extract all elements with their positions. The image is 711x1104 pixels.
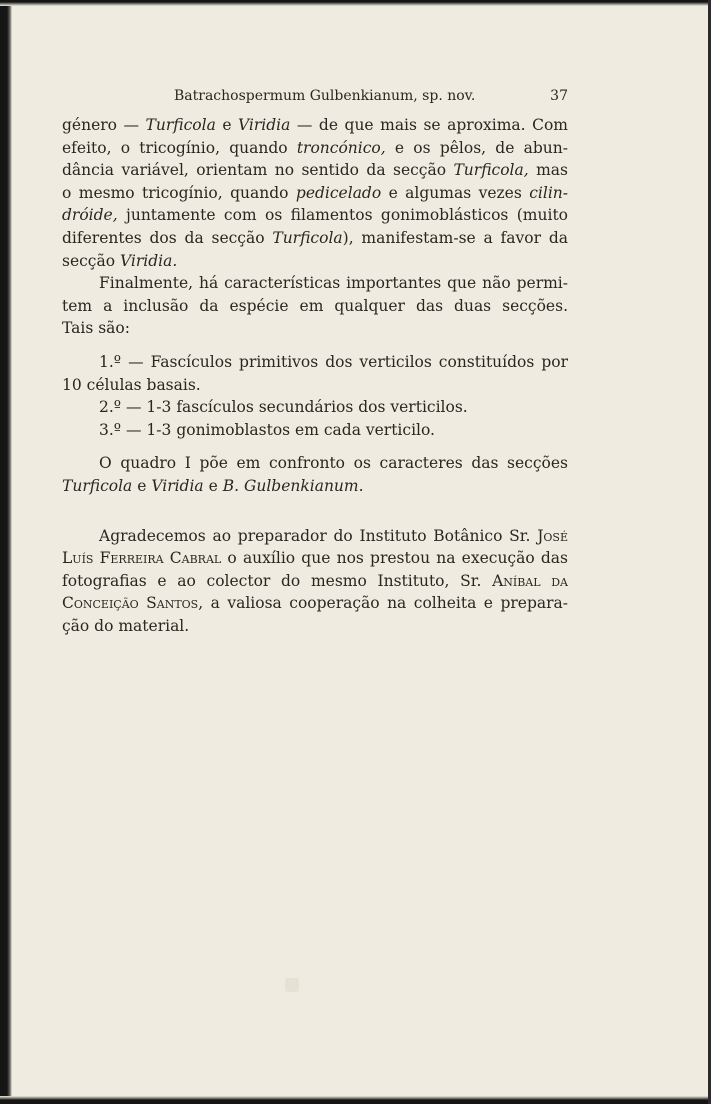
spacer (62, 498, 568, 525)
running-title: Batrachospermum Gulbenkianum, sp. nov. (174, 88, 476, 104)
list-item: 3.º — 1-3 gonimoblastos em cada verticilo. (99, 420, 435, 439)
text-line: Luís Ferreira Cabral o auxílio que nos prestou na execução das (62, 549, 568, 568)
text-line: Finalmente, há características importantes que não permi- (99, 274, 568, 293)
text-line: o mesmo tricogínio, quando pedicelado e algumas vezes cilin- (62, 183, 568, 202)
running-header (62, 84, 568, 108)
text-line: Agradecemos ao preparador do Instituto Botânico Sr. José (99, 526, 568, 545)
text-line: fotografias e ao colector do mesmo Instituto, Sr. Aníbal da (62, 571, 569, 590)
text-line: Turficola e Viridia e B. Gulbenkianum. (62, 476, 364, 495)
text-line: dróide, juntamente com os filamentos gonimoblásticos (muito (62, 206, 568, 225)
list-item-continuation: 10 células basais. (62, 375, 201, 394)
scan-border-bottom (0, 1096, 711, 1104)
scan-smudge (285, 978, 299, 992)
text-line: O quadro I põe em confronto os caracteres das secções (99, 454, 568, 473)
scan-border-top (0, 0, 711, 6)
body-text (62, 114, 568, 637)
scan-border-left (0, 0, 12, 1104)
paragraph-acknowledgement (62, 525, 568, 638)
characteristics-list (62, 351, 568, 441)
paragraph-sections-comparison (62, 114, 568, 272)
paragraph-table-reference (62, 452, 568, 497)
list-item: 2.º — 1-3 fascículos secundários dos verticilos. (99, 398, 468, 417)
text-line: efeito, o tricogínio, quando troncónico, e os pêlos, de abun- (62, 138, 568, 157)
text-line: Tais são: (62, 319, 130, 338)
paragraph-characteristics (62, 272, 568, 340)
text-line: secção Viridia. (62, 251, 178, 270)
text-line: ção do material. (62, 616, 190, 635)
text-line: Conceição Santos, a valiosa cooperação na colheita e prepara- (62, 594, 568, 613)
text-line: diferentes dos da secção Turficola), manifestam-se a favor da (62, 228, 568, 247)
text-line: género — Turficola e Viridia — de que mais se aproxima. Com (62, 116, 568, 134)
list-item: 1.º — Fascículos primitivos dos verticilos constituídos por (99, 352, 568, 371)
text-line: dância variável, orientam no sentido da secção Turficola, mas (62, 161, 568, 180)
spacer (62, 441, 568, 452)
page-number: 37 (550, 88, 568, 104)
spacer (62, 340, 568, 351)
text-line: tem a inclusão da espécie em qualquer das duas secções. (62, 296, 568, 315)
